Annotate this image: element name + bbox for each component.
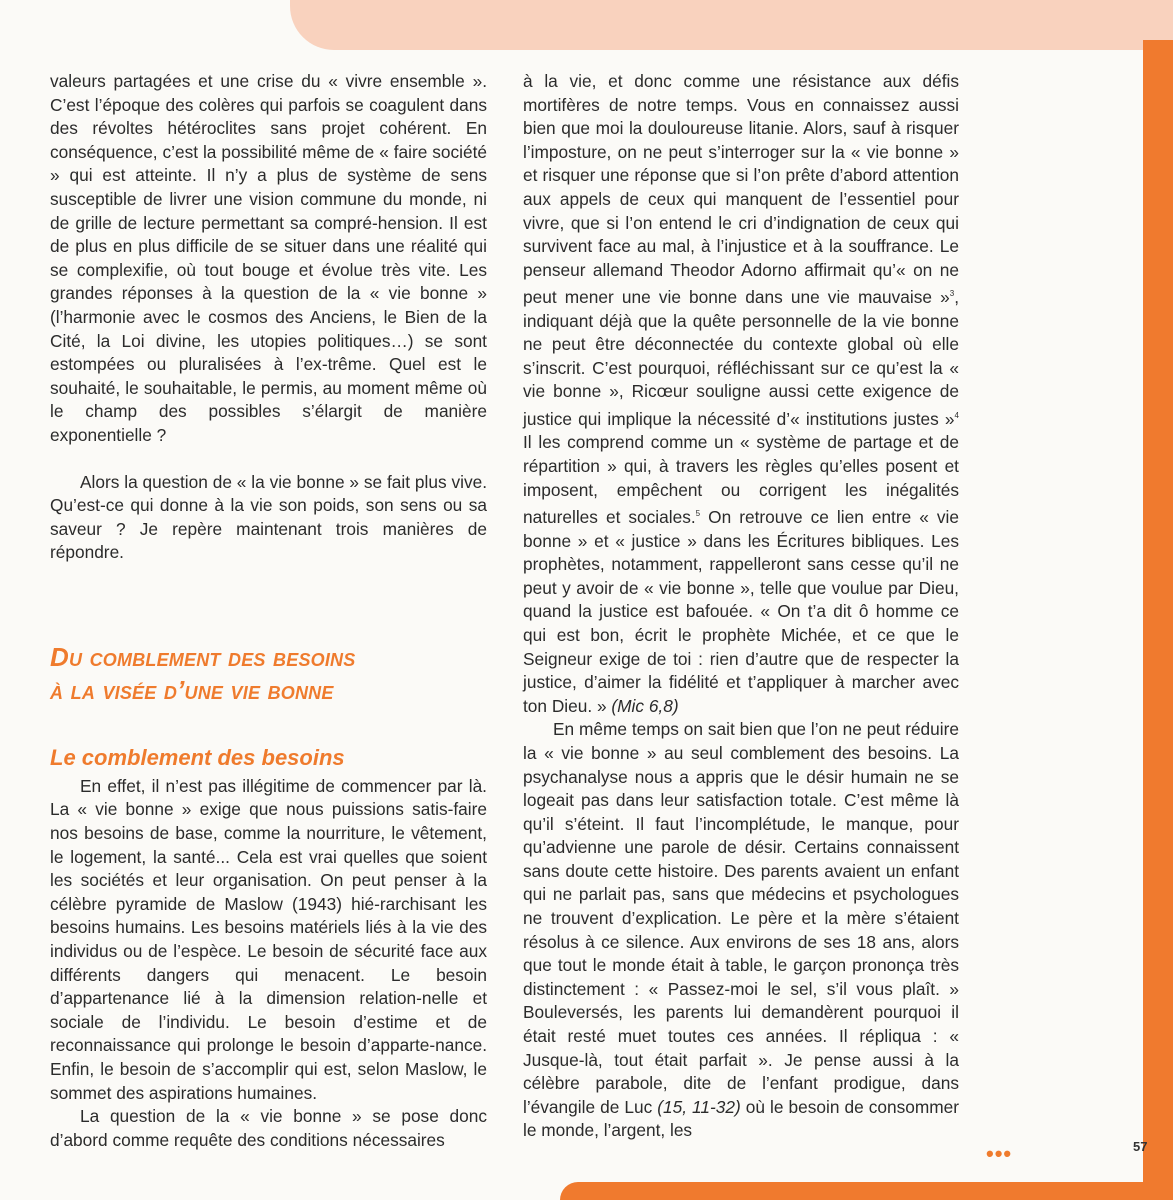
paragraph: Alors la question de « la vie bonne » se fait plus vive. Qu’est-ce qui donne à la vie son poids, son sens ou sa saveur ? Je repère maintenant trois manières de répondre. [50, 471, 487, 563]
bible-reference: (15, 11-32) [657, 1096, 741, 1117]
continuation-dots: ••• [986, 1141, 1013, 1166]
footnote-ref: 5 [695, 509, 701, 519]
footnote-ref: 3 [949, 289, 955, 299]
right-column [523, 70, 959, 1143]
paragraph [523, 718, 959, 1143]
paragraph: valeurs partagées et une crise du « vivre ensemble ». C’est l’époque des colères qui parfois se coagulent dans des révoltes hétéroclites sans projet cohérent. En conséquence, c’est la possibilité même de « faire société » qui est atteinte. Il n’y a plus de système de sens susceptible de livrer une vision commune du monde, ni de grille de lecture permettant sa compré-hension. Il est de plus en plus difficile de se situer dans une réalité qui se complexifie, où tout bouge et évolue très vite. Les grandes réponses à la question de la « vie bonne » (l’harmonie avec le cosmos des Anciens, le Bien de la Cité, la Loi divine, les utopies politiques…) se sont estompées ou pluralisées à l’ex-trême. Quel est le souhaité, le souhaitable, le permis, au moment même où le champ des possibles s’élargit de manière exponentielle ? [50, 71, 487, 445]
footnote-ref: 4 [954, 411, 959, 421]
text-run: où le besoin de consommer le monde, l’argent, les [523, 1096, 959, 1141]
text-run: , indiquant déjà que la quête personnelle de la vie bonne ne peut être déconnectée du contexte global où elle s’inscrit. C’est pourquoi, réfléchissant sur ce qu’est la « vie bonne », Ricœur souligne aussi cette exigence de justice qui implique la nécessité d’« institutions justes » [523, 287, 959, 429]
text-run: On retrouve ce lien entre « vie bonne » et « justice » dans les Écritures bibliques. Les prophètes, notamment, rappelleront sans cesse qu’il ne peut y avoir de « vie bonne », telle que voulue par Dieu, quand la justice est bafouée. « On t’a dit ô homme ce qui est bon, écrit le prophète Michée, et ce que le Seigneur exige de toi : rien d’autre que de respecter la justice, d’aimer la fidélité et t’appliquer à marcher avec ton Dieu. » [523, 506, 959, 716]
section-heading-line: à la visée d’une vie bonne [50, 674, 334, 705]
paragraph [523, 70, 959, 718]
text-run: Il les comprend comme un « système de partage et de répartition » qui, à travers les règles qu’elles posent et imposent, empêchent ou corrigent les inégalités naturelles et sociales. [523, 432, 959, 527]
header-band [290, 0, 1173, 50]
bible-reference: (Mic 6,8) [611, 695, 679, 716]
text-run: à la vie, et donc comme une résistance aux défis mortifères de notre temps. Vous en connaissez aussi bien que moi la douloureuse litanie. Alors, sauf à risquer l’imposture, on ne peut s’interroger sur la « vie bonne » et risquer une réponse que si l’on prête d’abord attention aux appels de ceux qui manquent de l’essentiel pour vivre, que si l’on entend le cri d’indignation de ceux qui survivent face au mal, à l’injustice et à la souffrance. Le penseur allemand Theodor Adorno affirmait qu’« on ne peut mener une vie bonne dans une vie mauvaise » [523, 71, 959, 308]
left-column [50, 70, 487, 1152]
text-run: En même temps on sait bien que l’on ne peut réduire la « vie bonne » au seul comblement des besoins. La psychanalyse nous a appris que le désir humain ne se logeait pas dans leur satisfaction totale. C’est même là qu’il s’éteint. Il faut l’incomplétude, le manque, pour qu’advienne une parole de désir. Certains connaissent sans doute cette histoire. Des parents avaient un enfant qui ne parlait pas, sans que médecins et psychologues ne trouvent d’explication. Le père et la mère s’étaient résolus à ce silence. Aux environs de ses 18 ans, alors que tout le monde était à table, le garçon prononça très distinctement : « Passez-moi le sel, s’il vous plaît. » Bouleversés, les parents lui demandèrent pourquoi il était resté muet toutes ces années. Il répliqua : « Jusque-là, tout était parfait ». Je pense aussi à la célèbre parabole, dite de l’enfant prodigue, dans l’évangile de Luc [523, 719, 959, 1117]
footer-band [560, 1182, 1173, 1200]
subheading: Le comblement des besoins [50, 744, 345, 770]
paragraph: La question de la « vie bonne » se pose donc d’abord comme requête des conditions nécessaires [50, 1106, 487, 1150]
page-edge-strip [1143, 40, 1173, 1190]
page-number: 57 [1133, 1139, 1148, 1154]
section-heading [50, 641, 487, 707]
section-heading-line: Du comblement des besoins [50, 641, 356, 672]
paragraph: En effet, il n’est pas illégitime de commencer par là. La « vie bonne » exige que nous puissions satis-faire nos besoins de base, comme la nourriture, le vêtement, le logement, la santé... Cela est vrai quelles que soient les sociétés et leur organisation. On peut penser à la célèbre pyramide de Maslow (1943) hié-rarchisant les besoins humains. Les besoins matériels liés à la vie des individus ou de l’espèce. Le besoin de sécurité face aux différents dangers qui menacent. Le besoin d’appartenance lié à la dimension relation-nelle et sociale de l’individu. Le besoin d’estime et de reconnaissance qui prolonge le besoin d’apparte-nance. Enfin, le besoin de s’accomplir qui est, selon Maslow, le sommet des aspirations humaines. [50, 775, 487, 1103]
